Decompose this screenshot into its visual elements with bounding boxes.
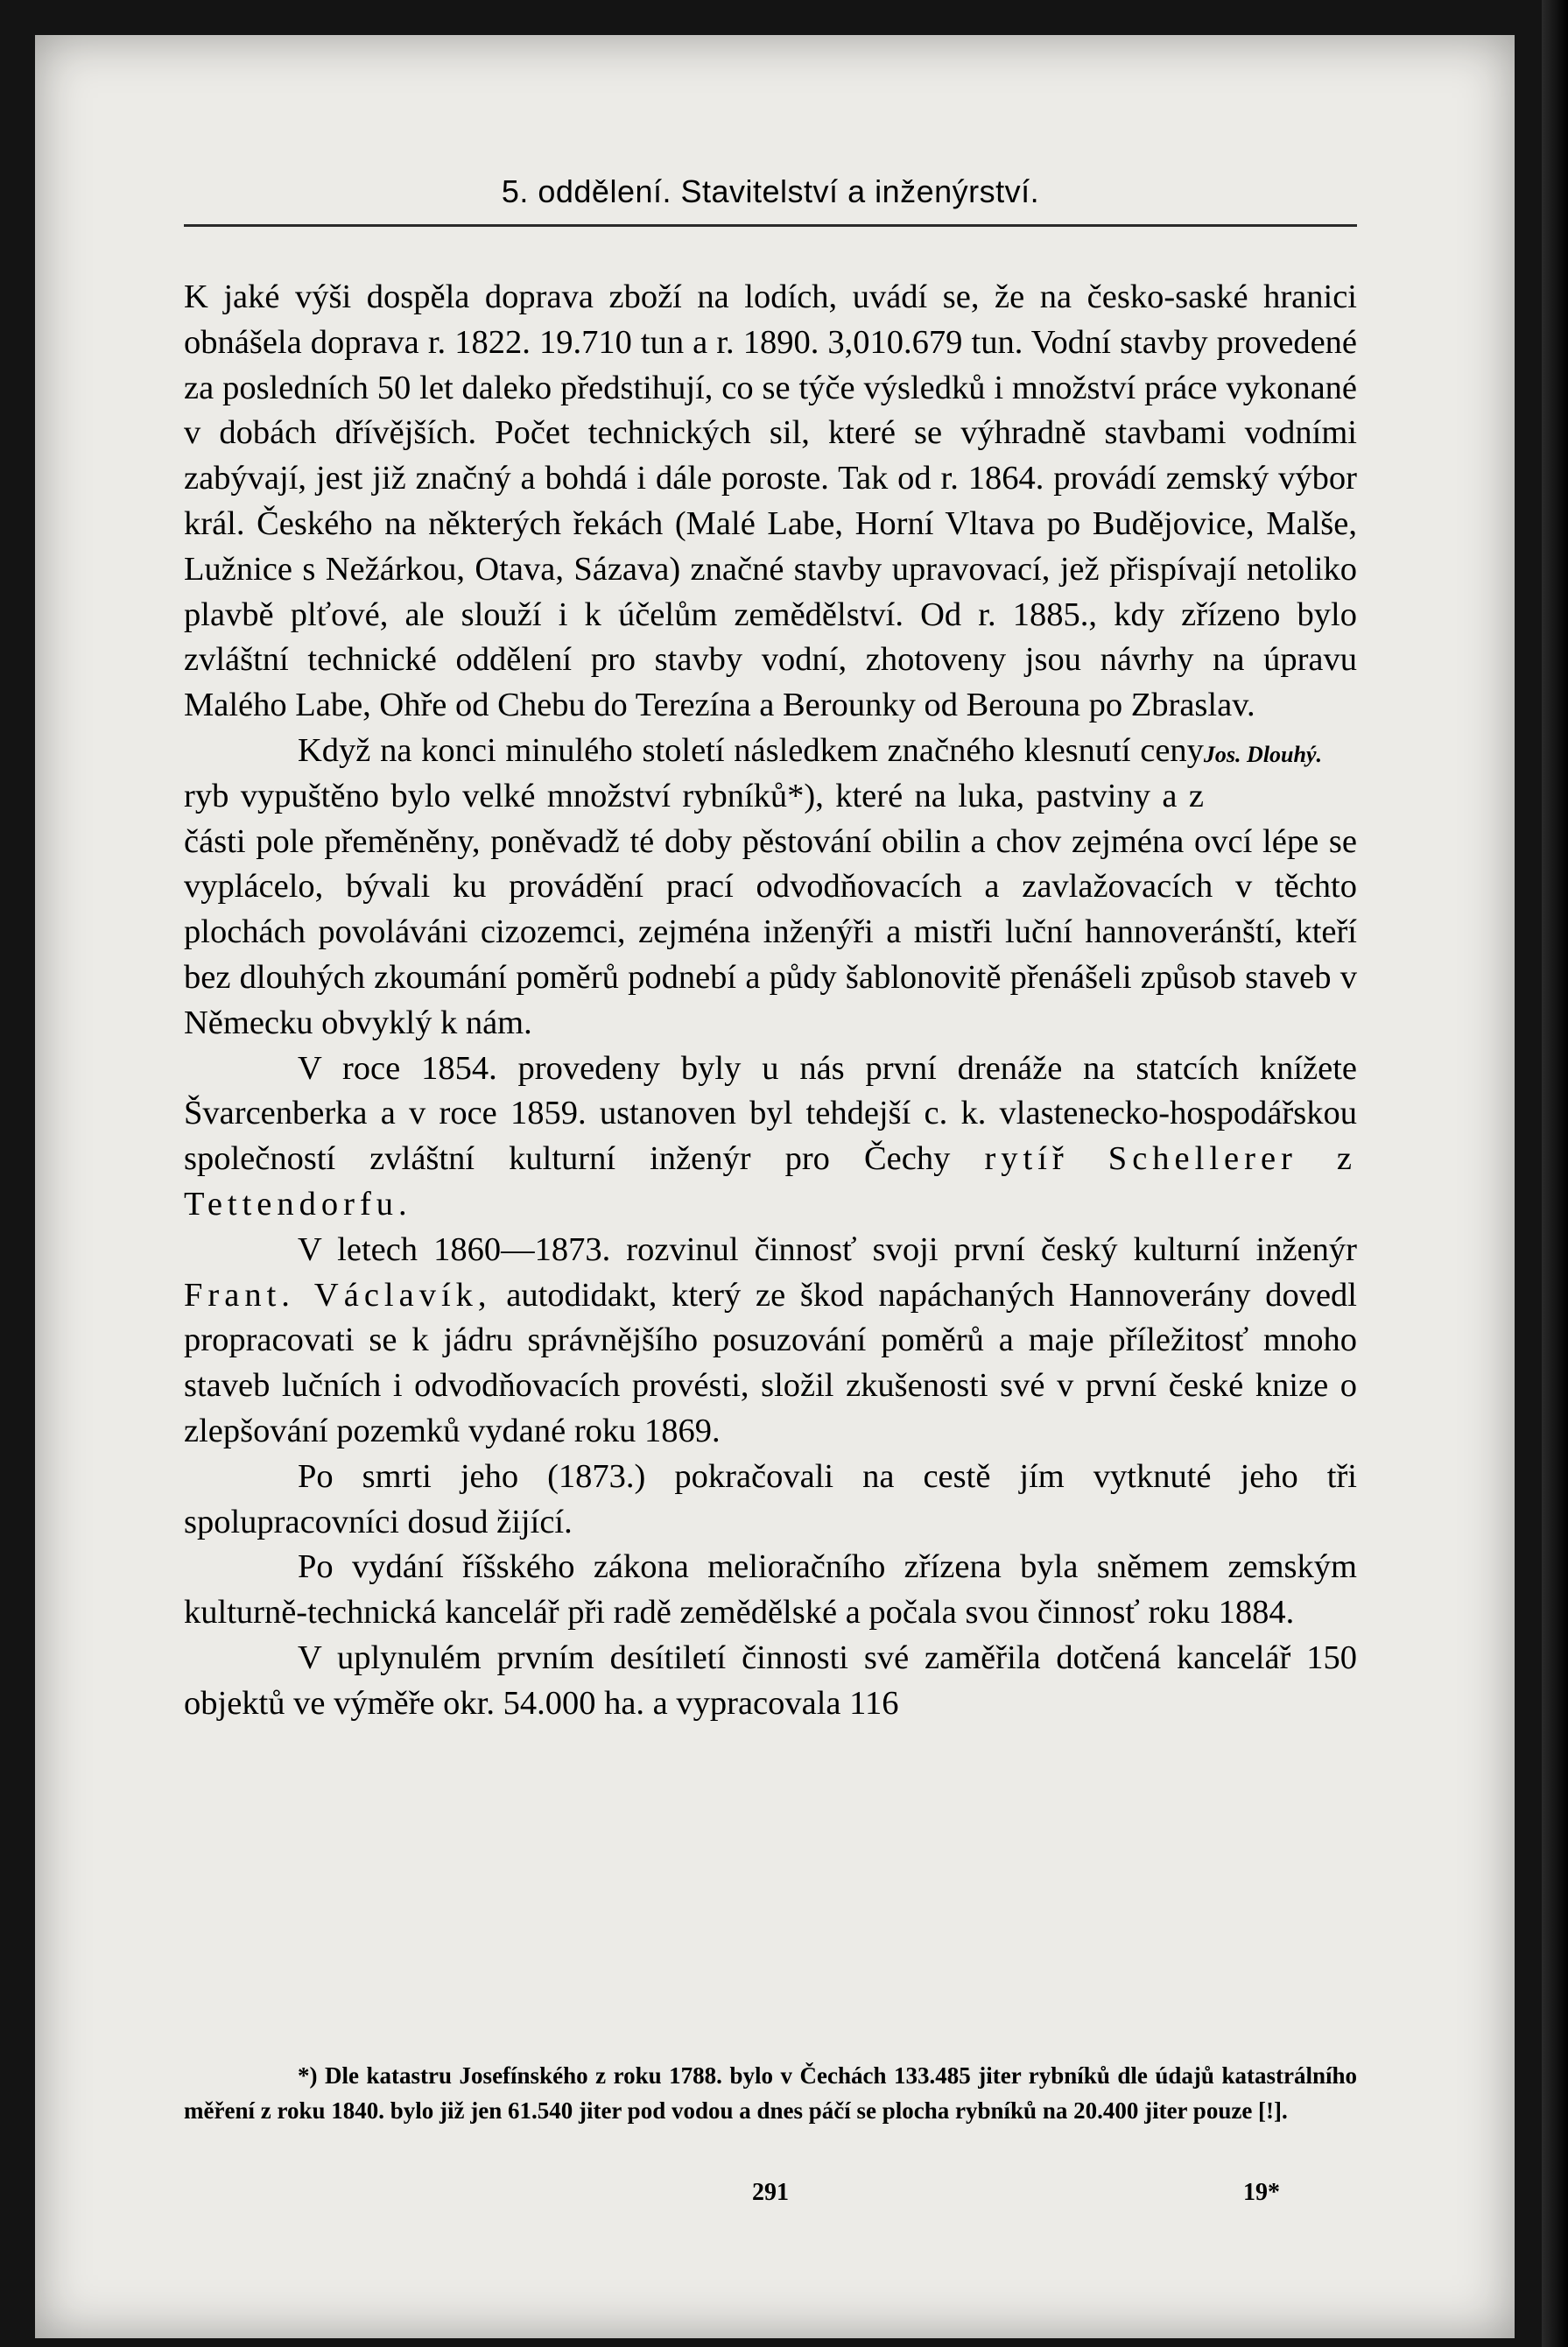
footnote-text: *) Dle katastru Josefínského z roku 1788. bylo v Čechách 133.485 jiter rybníků dle údajů katastrálního měření z roku 1840. bylo již jen 61.540 jiter pod vodou a dnes páčí se plocha rybníků na 20.400 jiter pouze [!]. [184, 2062, 1357, 2124]
paragraph-1-text: K jaké výši dospěla doprava zboží na lodích, uvádí se, že na česko-saské hranici obnášela doprava r. 1822. 19.710 tun a r. 1890. 3,010.679 tun. Vodní stavby provedené za posledních 50 let daleko předstihují, co se týče výsledků i množství práce vykonané v dobách dřívějších. Počet technických sil, které se výhradně stavbami vodními zabývají, jest již značný a bohdá i dále poroste. Tak od r. 1864. provádí zemský výbor král. Českého na některých řekách (Malé Labe, Horní Vltava po Budějovice, Malše, Lužnice s Nežárkou, Otava, Sázava) značné stavby upravovací, jež přispívají netoliko plavbě plťové, ale slouží i k účelům zemědělství. Od r. 1885., kdy zřízeno bylo zvláštní technické oddělení pro stavby vodní, zhotoveny jsou návrhy na úpravu Malého Labe, Ohře od Chebu do Terezína a Berounky od Berouna po Zbraslav. [184, 278, 1357, 724]
header-rule [184, 224, 1357, 227]
paragraph-4 [184, 1228, 1357, 1455]
paragraph-7: V uplynulém prvním desítiletí činnosti své zaměřila dotčená kancelář 150 objektů ve výměře okr. 54.000 ha. a vypracovala 116 [184, 1639, 1357, 1722]
signature-mark: 19* [1243, 2179, 1280, 2206]
paragraph-2: Když na konci minulého století následkem značného klesnutí ceny ryb vypuštěno bylo velké množství rybníků*), které na luka, pastviny a z části pole přeměněny, poněvadž té doby pěstování obilin a chov zejména ovcí lépe se vyplácelo, bývali ku provádění prací odvodňovacích a zavlažovacích v těchto plochách povoláváni cizozemci, zejména inženýři a mistři luční hannoveránští, kteří bez dlouhých zkoumání poměrů podnebí a půdy šablonovitě přenášeli způsob staveb v Německu obvyklý k nám. [184, 731, 1357, 1041]
paragraph-6: Po vydání říšského zákona melioračního zřízena byla sněmem zemským kulturně-technická kancelář při radě zemědělské a počala svou činnosť roku 1884. [184, 1548, 1357, 1632]
paragraph-3-text: V roce 1854. provedeny byly u nás první drenáže na statcích knížete Švarcenberka a v roce 1859. ustanoven byl tehdejší c. k. vlastenecko-hospodářskou společností zvláštní kulturní inženýr pro Čechy [184, 1049, 1357, 1178]
paragraph-3 [184, 1047, 1357, 1228]
paragraph-5: Po smrti jeho (1873.) pokračovali na cestě jím vytknuté jeho tři spolupracovníci dosud žijící. [184, 1457, 1357, 1540]
paragraph-4-rest: autodidakt, který ze škod napáchaných Hannoverány dovedl propracovati se k jádru správnějšího posuzování poměrů a maje příležitosť mnoho staveb lučních i odvodňovacích provésti, složil zkušenosti své v první české knize o zlepšování pozemků vydané roku 1869. [184, 1276, 1357, 1449]
person-name-vaclavik: Frant. Václavík, [184, 1276, 492, 1314]
footnote [184, 2058, 1357, 2128]
person-name-schellerer: rytíř Schellerer z Tettendorfu. [184, 1140, 1358, 1223]
page-edge-shadow [1542, 0, 1568, 2347]
page-number: 291 [752, 2179, 789, 2206]
paragraph-1 [184, 275, 1357, 767]
author-signature: Jos. Dlouhý. [1203, 741, 1322, 767]
paragraph-4-text: V letech 1860—1873. rozvinul činnosť svoji první český kulturní inženýr [298, 1230, 1357, 1268]
body-text [184, 275, 1357, 1727]
running-header: 5. oddělení. Stavitelství a inženýrství. [501, 173, 1040, 209]
